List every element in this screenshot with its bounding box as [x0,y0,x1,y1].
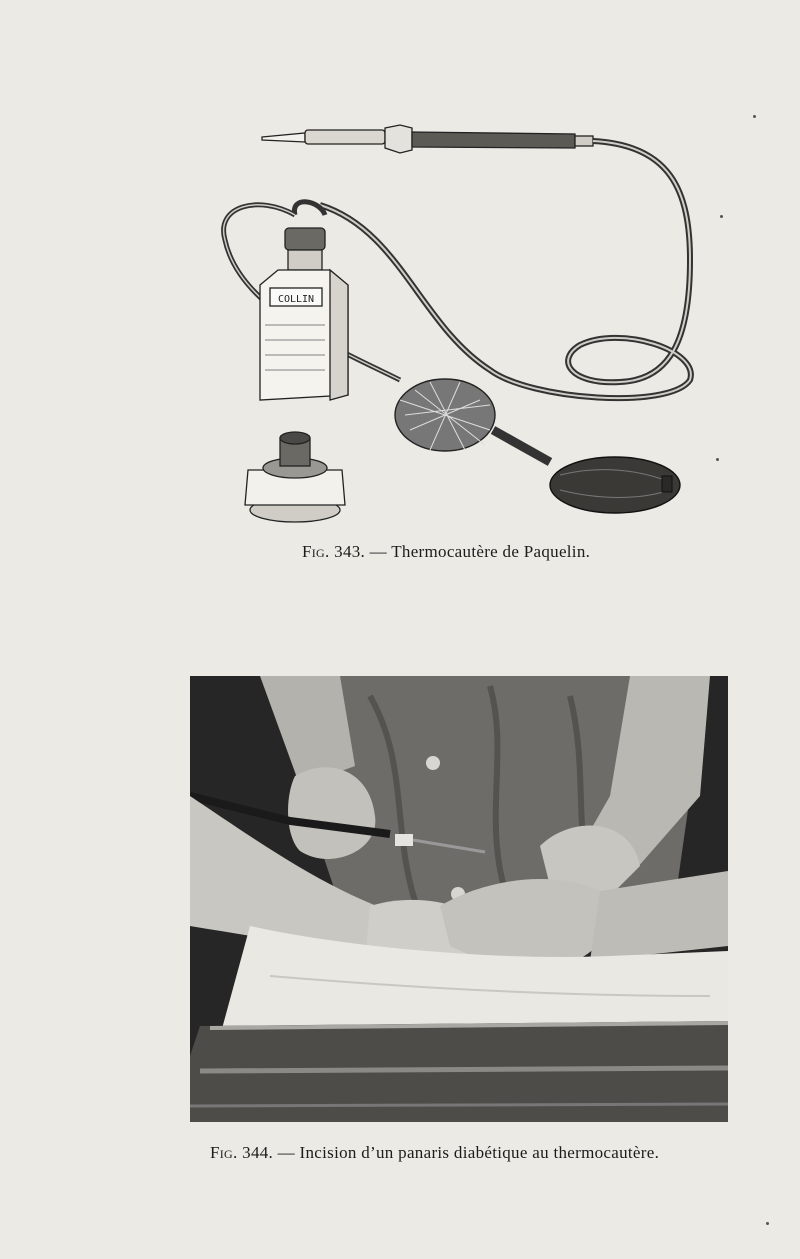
caption-text: Thermocautère de Paquelin. [391,542,591,561]
figure-label: Fig. [302,542,330,561]
caption-dash: — [277,1143,295,1162]
surgery-photograph [190,676,728,1122]
paper-speck [716,458,719,461]
netted-bulb [395,379,495,451]
figure-344-caption [210,1143,659,1163]
paper-speck [753,115,756,118]
spirit-lamp [245,432,345,522]
benzine-bottle [260,228,348,400]
paper-speck [766,1222,769,1225]
thermocautery-engraving [200,110,720,530]
cautery-handle [262,125,593,153]
figure-343-caption [302,542,590,562]
bottle-label: COLLIN [277,294,315,305]
figure-number: 343. [334,542,366,561]
rubber-tube [320,141,691,398]
figure-label: Fig. [210,1143,238,1162]
figure-number: 344. [242,1143,274,1162]
paper-speck [720,215,723,218]
hand-bulb [550,457,680,513]
caption-text: Incision d’un panaris diabétique au thermocautère. [299,1143,660,1162]
caption-dash: — [369,542,387,561]
